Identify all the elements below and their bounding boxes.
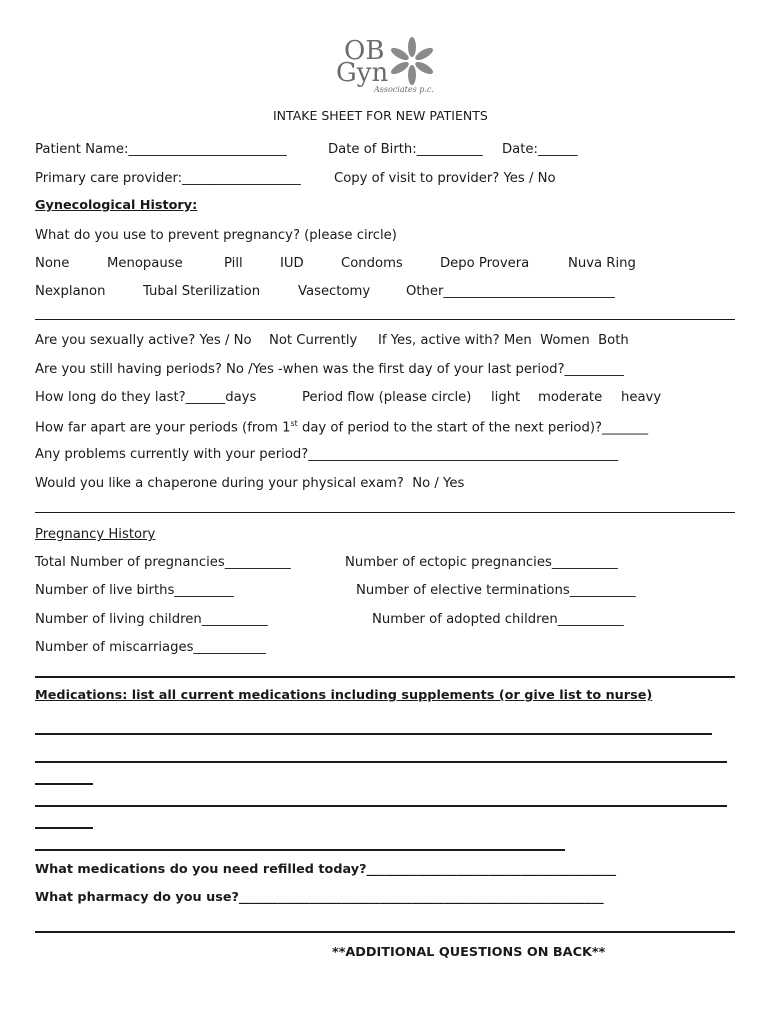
still-having-periods-question[interactable]: Are you still having periods? No /Yes -when was the first day of your last period?_________ — [35, 362, 624, 377]
divider — [35, 319, 735, 320]
periods-apart-text-end: day of period to the start of the next period)?_______ — [297, 420, 649, 436]
divider — [35, 676, 735, 678]
period-flow-question: Period flow (please circle) — [302, 390, 472, 405]
medications-heading: Medications: list all current medications including supplements (or give list to nurse) — [35, 688, 653, 703]
medication-line[interactable] — [35, 783, 93, 785]
option-condoms[interactable]: Condoms — [341, 256, 403, 271]
copy-to-provider-question[interactable]: Copy of visit to provider? Yes / No — [334, 171, 556, 186]
pregnancy-history-heading: Pregnancy History — [35, 527, 156, 542]
divider — [35, 512, 735, 513]
option-nexplanon[interactable]: Nexplanon — [35, 284, 106, 299]
period-problems-field[interactable]: Any problems currently with your period?_______________________________________________ — [35, 447, 619, 462]
option-depo-provera[interactable]: Depo Provera — [440, 256, 530, 271]
dob-field[interactable]: Date of Birth:__________ — [328, 142, 483, 157]
logo-associates: Associates p.c. — [374, 85, 434, 94]
prevent-pregnancy-question: What do you use to prevent pregnancy? (please circle) — [35, 228, 397, 243]
option-vasectomy[interactable]: Vasectomy — [298, 284, 371, 299]
logo-ob: OB — [344, 36, 385, 66]
primary-provider-field[interactable]: Primary care provider:__________________ — [35, 171, 301, 186]
flow-option-heavy[interactable]: heavy — [621, 390, 662, 405]
option-tubal-sterilization[interactable]: Tubal Sterilization — [143, 284, 261, 299]
option-other-field[interactable]: Other__________________________ — [406, 284, 615, 299]
periods-apart-field[interactable] — [35, 420, 648, 435]
option-none[interactable]: None — [35, 256, 70, 271]
chaperone-question[interactable]: Would you like a chaperone during your physical exam? No / Yes — [35, 476, 465, 491]
flow-option-light[interactable]: light — [491, 390, 521, 405]
periods-apart-text: How far apart are your periods (from 1 — [35, 420, 291, 436]
medication-line[interactable] — [35, 805, 727, 807]
logo-gyn: Gyn — [336, 58, 389, 88]
practice-logo — [330, 36, 442, 98]
ordinal-suffix: st — [290, 419, 298, 428]
medication-line[interactable] — [35, 733, 712, 735]
page-title: INTAKE SHEET FOR NEW PATIENTS — [273, 108, 488, 123]
not-currently-option[interactable]: Not Currently — [269, 333, 358, 348]
sexually-active-question[interactable]: Are you sexually active? Yes / No — [35, 333, 252, 348]
option-menopause[interactable]: Menopause — [107, 256, 183, 271]
refill-field[interactable]: What medications do you need refilled today?_______________________________________ — [35, 862, 617, 877]
medication-line[interactable] — [35, 827, 93, 829]
patient-name-field[interactable]: Patient Name:________________________ — [35, 142, 287, 157]
divider — [35, 931, 735, 933]
medication-line[interactable] — [35, 761, 727, 763]
active-with-question[interactable]: If Yes, active with? Men Women Both — [378, 333, 629, 348]
elective-terminations-field[interactable]: Number of elective terminations__________ — [356, 583, 636, 598]
ectopic-pregnancies-field[interactable]: Number of ectopic pregnancies__________ — [345, 555, 618, 570]
option-nuva-ring[interactable]: Nuva Ring — [568, 256, 636, 271]
total-pregnancies-field[interactable]: Total Number of pregnancies__________ — [35, 555, 291, 570]
living-children-field[interactable]: Number of living children__________ — [35, 612, 268, 627]
option-pill[interactable]: Pill — [224, 256, 243, 271]
footer-note: **ADDITIONAL QUESTIONS ON BACK** — [332, 945, 606, 960]
option-iud[interactable]: IUD — [280, 256, 304, 271]
gyn-history-heading: Gynecological History: — [35, 198, 198, 213]
miscarriages-field[interactable]: Number of miscarriages___________ — [35, 640, 267, 655]
date-field[interactable]: Date:______ — [502, 142, 578, 157]
flow-option-moderate[interactable]: moderate — [538, 390, 603, 405]
medication-line[interactable] — [35, 849, 565, 851]
period-length-field[interactable]: How long do they last?______days — [35, 390, 257, 405]
live-births-field[interactable]: Number of live births_________ — [35, 583, 234, 598]
adopted-children-field[interactable]: Number of adopted children__________ — [372, 612, 624, 627]
pharmacy-field[interactable]: What pharmacy do you use?_________________________________________________________ — [35, 890, 604, 905]
